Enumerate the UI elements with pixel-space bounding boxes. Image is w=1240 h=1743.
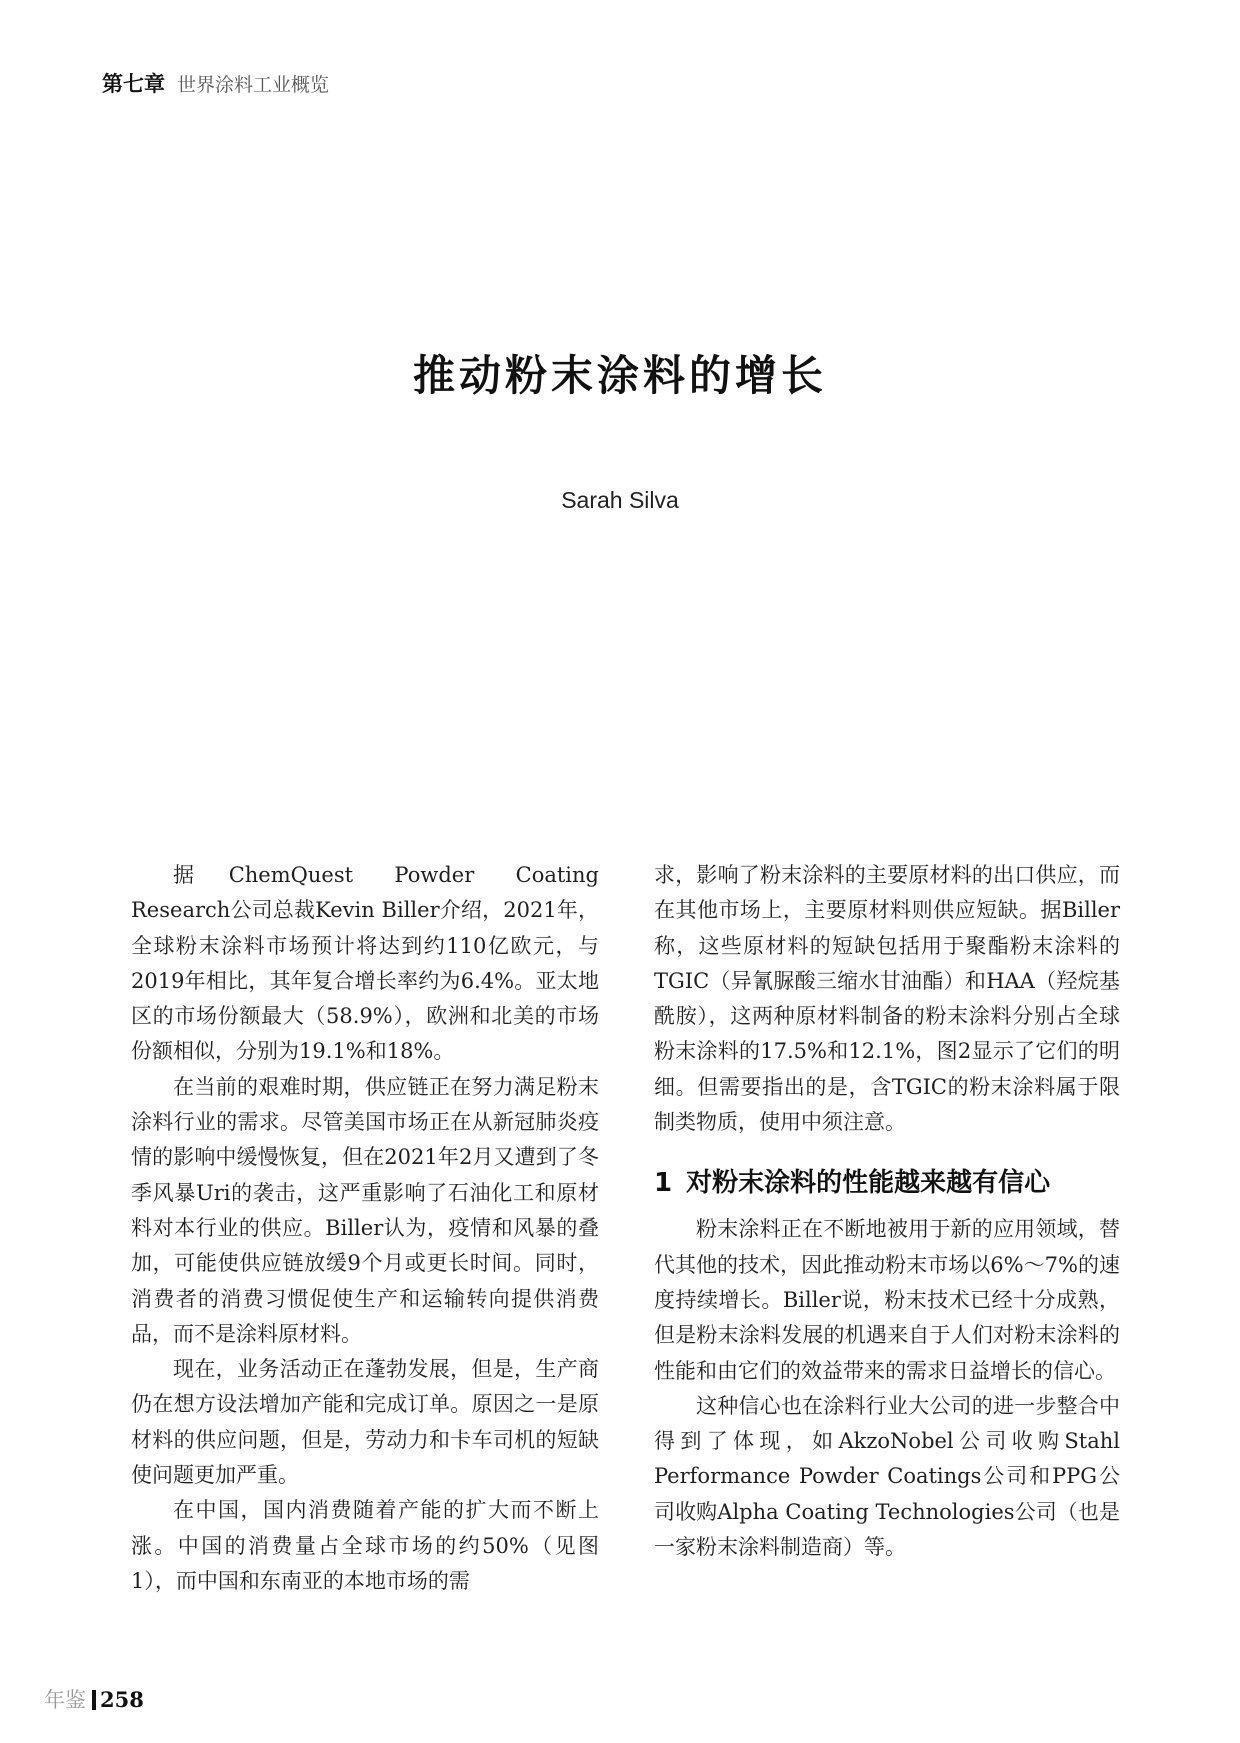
- article-title: 推动粉末涂料的增长: [412, 351, 827, 400]
- right-column: [654, 858, 1120, 1565]
- section-heading-text: 对粉末涂料的性能越来越有信心: [686, 1168, 1051, 1199]
- yearbook-label: 年鉴: [44, 1688, 86, 1712]
- article-author: Sarah Silva: [561, 487, 679, 513]
- section-label: 世界涂料工业概览: [177, 74, 330, 96]
- left-column: [131, 858, 599, 1599]
- running-head: [102, 68, 329, 98]
- paragraph: 在中国，国内消费随着产能的扩大而不断上涨。中国的消费量占全球市场的约50%（见图1），而中国和东南亚的本地市场的需: [131, 1498, 599, 1593]
- paragraph: 在当前的艰难时期，供应链正在努力满足粉末涂料行业的需求。尽管美国市场正在从新冠肺炎疫情的影响中缓慢恢复，但在2021年2月又遭到了冬季风暴Uri的袭击，这严重影响了石油化工和原材料对本行业的供应。Biller认为，疫情和风暴的叠加，可能使供应链放缓9个月或更长时间。同时，消费者的消费习惯促使生产和运输转向提供消费品，而不是涂料原材料。: [131, 1074, 599, 1346]
- paragraph: 粉末涂料正在不断地被用于新的应用领域，替代其他的技术，因此推动粉末市场以6%～7%的速度持续增长。Biller说，粉末技术已经十分成熟，但是粉末涂料发展的机遇来自于人们对粉末涂料的性能和由它们的效益带来的需求日益增长的信心。: [654, 1217, 1120, 1383]
- paragraph: 据ChemQuest Powder Coating Research公司总裁Kevin Biller介绍，2021年，全球粉末涂料市场预计将达到约110亿欧元，与2019年相比，其年复合增长率约为6.4%。亚太地区的市场份额最大（58.9%），欧洲和北美的市场份额相似，分别为19.1%和18%。: [131, 863, 599, 1064]
- page-number: 258: [100, 1687, 144, 1712]
- page-footer: [44, 1684, 144, 1714]
- section-heading-number: 1: [654, 1168, 673, 1199]
- paragraph: 这种信心也在涂料行业大公司的进一步整合中得到了体现，如AkzoNobel公司收购Stahl Performance Powder Coatings公司和PPG公司收购Alpha Coating Technologies公司（也是一家粉末涂料制造商）等。: [654, 1393, 1120, 1560]
- folio-divider: [92, 1690, 96, 1710]
- paragraph: 现在，业务活动正在蓬勃发展，但是，生产商仍在想方设法增加产能和完成订单。原因之一是原材料的供应问题，但是，劳动力和卡车司机的短缺使问题更加严重。: [131, 1357, 599, 1488]
- chapter-label: 第七章: [102, 72, 165, 96]
- paragraph-continued: 求，影响了粉末涂料的主要原材料的出口供应，而在其他市场上，主要原材料则供应短缺。据Biller称，这些原材料的短缺包括用于聚酯粉末涂料的TGIC（异氰脲酸三缩水甘油酯）和HAA（羟烷基酰胺），这两种原材料制备的粉末涂料分别占全球粉末涂料的17.5%和12.1%，图2显示了它们的明细。但需要指出的是，含TGIC的粉末涂料属于限制类物质，使用中须注意。: [654, 863, 1120, 1135]
- section-heading: [654, 1166, 1120, 1200]
